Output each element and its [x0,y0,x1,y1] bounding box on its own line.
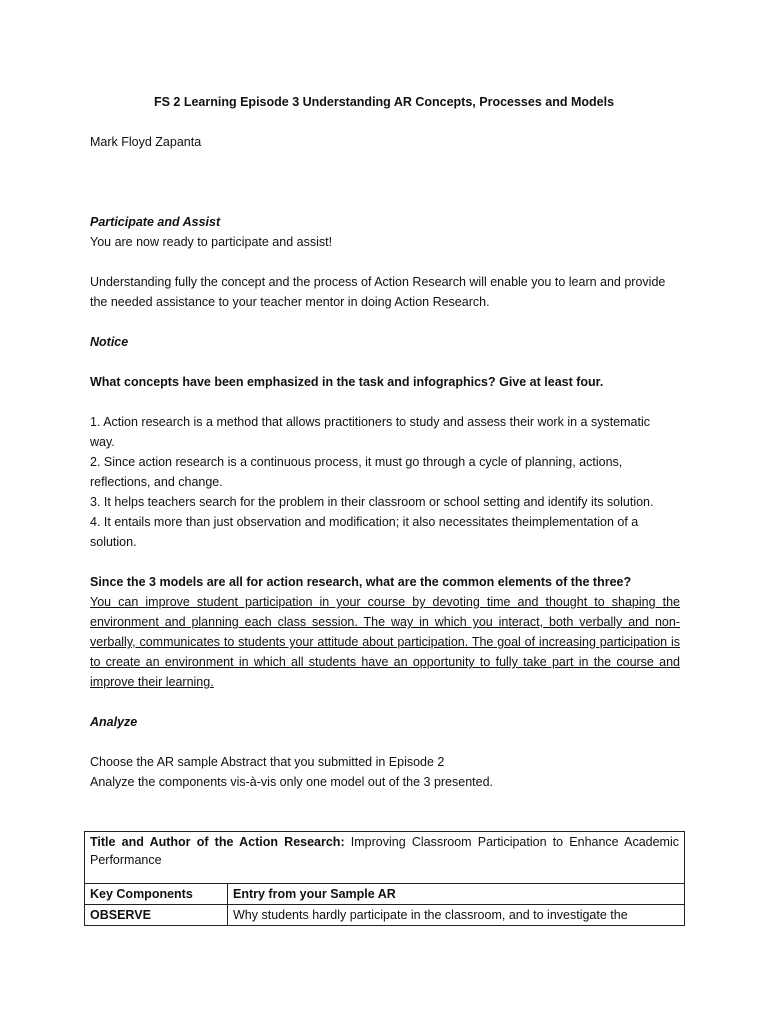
answer-line: solution. [90,535,137,549]
author-name: Mark Floyd Zapanta [90,135,202,149]
participate-intro: You are now ready to participate and assist! [90,235,333,249]
table-title-value: Improving Classroom Participation to Enhance Academic Performance [90,835,679,867]
action-research-table [84,831,685,926]
table-title-label: Title and Author of the Action Research: [90,835,345,849]
analyze-instruction: Analyze the components vis-à-vis only one model out of the 3 presented. [90,775,494,789]
table-row [85,884,685,905]
notice-heading: Notice [90,335,129,349]
table-header-cell: Key Components [85,884,228,905]
participate-paragraph-line: the needed assistance to your teacher mentor in doing Action Research. [90,295,490,309]
table-cell: OBSERVE [85,905,228,926]
analyze-instruction: Choose the AR sample Abstract that you submitted in Episode 2 [90,755,445,769]
table-row [85,905,685,926]
table-header-cell: Entry from your Sample AR [228,884,685,905]
notice-question: What concepts have been emphasized in the task and infographics? Give at least four. [90,375,604,389]
table-cell: Why students hardly participate in the classroom, and to investigate the [228,905,685,926]
table-title-cell [85,832,685,884]
answer-line: 4. It entails more than just observation and modification; it also necessitates theimplementation of a [90,515,639,529]
document-title: FS 2 Learning Episode 3 Understanding AR Concepts, Processes and Models [153,95,615,109]
answer-line: 2. Since action research is a continuous process, it must go through a cycle of planning, actions, [90,455,623,469]
table-row [85,832,685,884]
analyze-heading: Analyze [90,715,138,729]
answer-line: 1. Action research is a method that allows practitioners to study and assess their work in a systematic [90,415,650,429]
common-elements-answer: You can improve student participation in your course by devoting time and thought to shaping the environment and planning each class session. The way in which you interact, both verbally and non-verbally, communicates to students your attitude about participation. The goal of increasing participation is to create an environment in which all students have an opportunity to fully take part in the course and improve their learning. [90,595,680,689]
common-elements-question: Since the 3 models are all for action research, what are the common elements of the three? [90,575,632,589]
answer-line: reflections, and change. [90,475,223,489]
participate-paragraph-line: Understanding fully the concept and the process of Action Research will enable you to learn and provide [90,275,666,289]
answer-line: 3. It helps teachers search for the problem in their classroom or school setting and identify its solution. [90,495,654,509]
answer-line: way. [90,435,115,449]
participate-heading: Participate and Assist [90,215,221,229]
